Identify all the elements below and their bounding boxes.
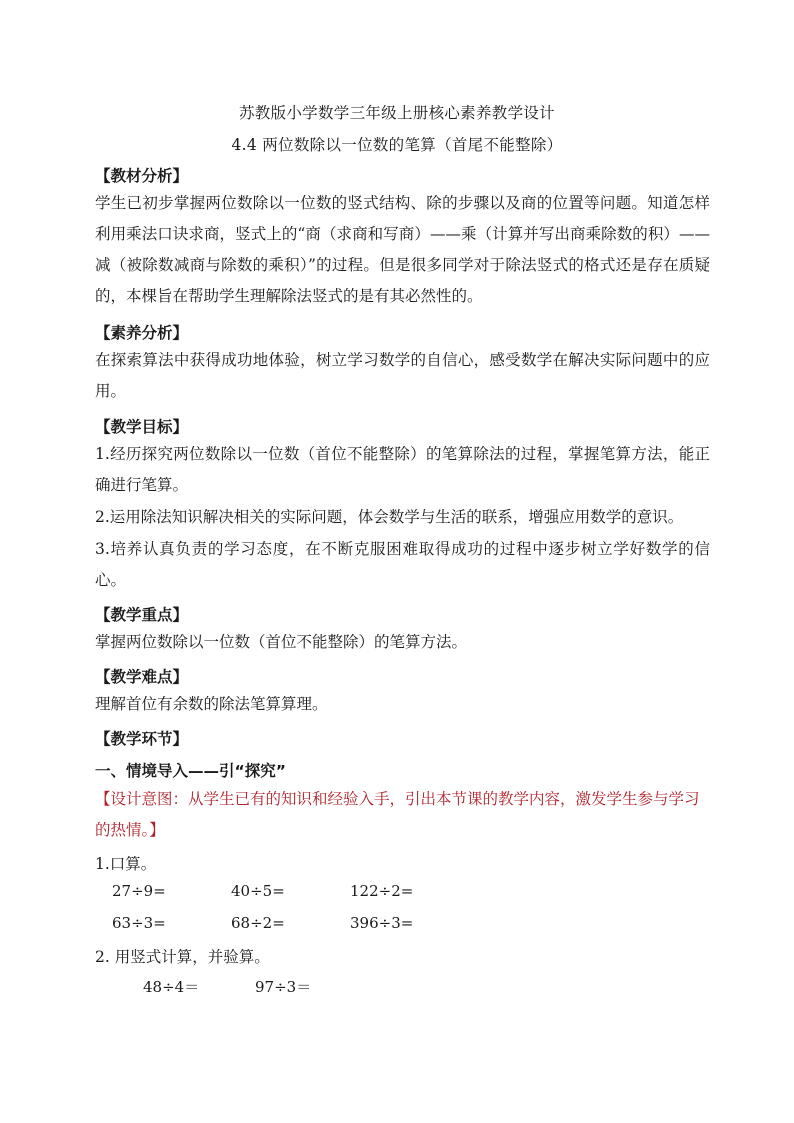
objective-item-2: 2.运用除法知识解决相关的实际问题，体会数学与生活的联系，增强应用数学的意识。 — [95, 508, 684, 526]
oral-calc-item: 396÷3= — [350, 914, 414, 932]
design-intent-note: 【设计意图：从学生已有的知识和经验入手，引出本节课的教学内容，激发学生参与学习的热情。】 — [95, 790, 700, 839]
document-title: 苏教版小学数学三年级上册核心素养教学设计 — [238, 104, 555, 122]
literacy-analysis-body: 在探索算法中获得成功地体验，树立学习数学的自信心，感受数学在解决实际问题中的应用。 — [95, 351, 710, 400]
step-1-heading: 一、情境导入——引“探究” — [95, 762, 286, 780]
heading-key-point: 【教学重点】 — [95, 606, 189, 624]
heading-teaching-objectives: 【教学目标】 — [95, 418, 189, 436]
vertical-calc-item: 48÷4＝ — [143, 978, 200, 996]
heading-teaching-process: 【教学环节】 — [95, 730, 189, 748]
document-subtitle: 4.4 两位数除以一位数的笔算（首尾不能整除） — [231, 136, 563, 154]
oral-calc-label: 1.口算。 — [95, 855, 157, 873]
objective-item-3: 3.培养认真负责的学习态度，在不断克服困难取得成功的过程中逐步树立学好数学的信心。 — [95, 540, 710, 589]
textbook-analysis-body: 学生已初步掌握两位数除以一位数的竖式结构、除的步骤以及商的位置等问题。知道怎样利用乘法口诀求商，竖式上的“商（求商和写商）——乘（计算并写出商乘除数的积）——减（被除数减商与除数的乘积）”的过程。但是很多同学对于除法竖式的格式还是存在质疑的，本棵旨在帮助学生理解除法竖式的是有其必然性的。 — [95, 194, 710, 305]
objective-item-1: 1.经历探究两位数除以一位数（首位不能整除）的笔算除法的过程，掌握笔算方法，能正确进行笔算。 — [95, 445, 710, 494]
oral-calc-item: 27÷9= — [112, 882, 166, 900]
heading-difficulty: 【教学难点】 — [95, 668, 189, 686]
oral-calc-item: 63÷3= — [112, 914, 166, 932]
vertical-calc-label: 2. 用竖式计算，并验算。 — [95, 948, 270, 966]
oral-calc-item: 40÷5= — [231, 882, 285, 900]
key-point-body: 掌握两位数除以一位数（首位不能整除）的笔算方法。 — [95, 633, 468, 651]
oral-calc-item: 122÷2= — [350, 882, 414, 900]
difficulty-body: 理解首位有余数的除法笔算算理。 — [95, 695, 328, 713]
vertical-calc-item: 97÷3＝ — [255, 978, 312, 996]
oral-calc-item: 68÷2= — [231, 914, 285, 932]
heading-textbook-analysis: 【教材分析】 — [95, 167, 189, 185]
heading-literacy-analysis: 【素养分析】 — [95, 324, 189, 342]
